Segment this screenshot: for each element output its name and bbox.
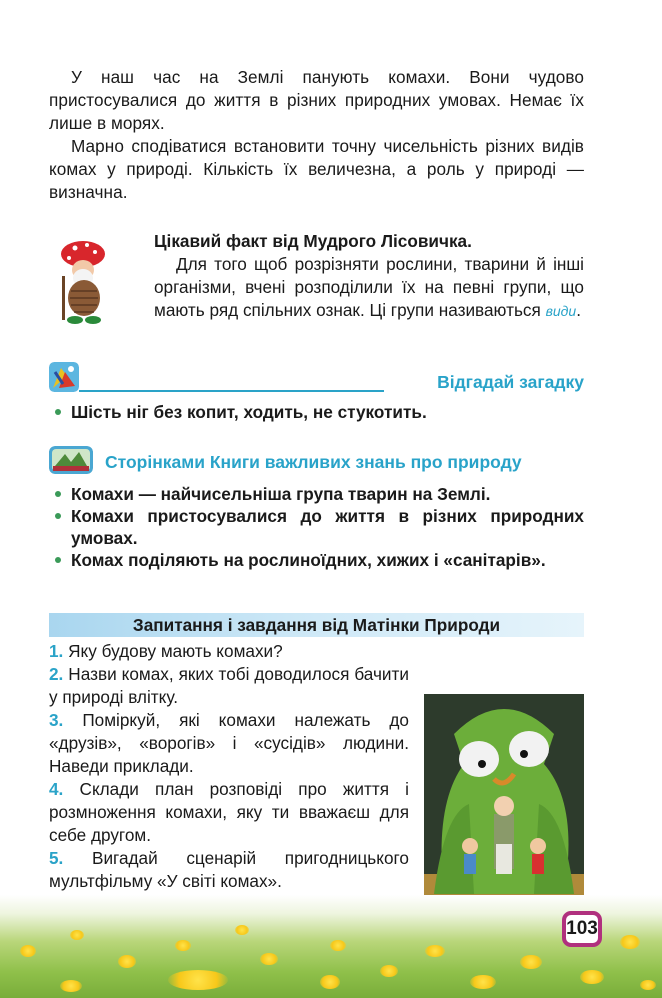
intro-paragraph-2: Марно сподіватися встановити точну чисельність різних видів комах у природі. Кількість їх величезна, а роль у природі — визначна. [49,136,584,202]
dandelion-meadow-decoration [0,895,662,998]
question-number: 1. [49,641,64,661]
bullet-icon [55,513,61,519]
term-species: види [545,303,577,319]
question-item [49,709,409,778]
riddle-item [49,401,584,423]
question-text: Назви комах, яких тобі доводилося бачити у природі влітку. [49,664,409,707]
question-number: 4. [49,779,64,799]
mantis-cartoon-illustration [424,694,584,896]
question-item [49,640,409,663]
riddle-icon [49,362,79,392]
riddle-underline [79,390,384,392]
questions-title: Запитання і завдання від Матінки Природи [132,615,501,635]
question-number: 3. [49,710,64,730]
question-item [49,778,409,847]
questions-header-bar [49,613,584,637]
bullet-icon [55,557,61,563]
fun-fact-period: . [576,300,581,320]
page-number: 103 [562,911,602,947]
summary-item [49,549,584,571]
bullet-icon [55,409,61,415]
riddle-title: Відгадай загадку [437,372,584,392]
summary-text: Комах поділяють на рослиноїдних, хижих і «санітарів». [71,550,546,570]
intro-text [49,66,584,204]
book-header [49,446,584,478]
question-number: 5. [49,848,64,868]
summary-item [49,505,584,549]
question-number: 2. [49,664,64,684]
book-of-knowledge-icon [49,446,93,474]
book-summary-list [49,483,584,571]
question-text: Вигадай сценарій пригодницького мультфільму «У світі комах». [49,848,409,891]
fun-fact-title: Цікавий факт від Мудрого Лісовичка. [154,231,472,251]
fun-fact-box [49,230,584,350]
question-text: Склади план розповіді про життя і розмноження комахи, яку ти вважаєш для себе другом. [49,779,410,845]
summary-text: Комахи пристосувалися до життя в різних природних умовах. [71,506,584,548]
riddle-list [49,401,584,423]
question-item [49,663,409,709]
questions-list [49,640,409,893]
riddle-header [49,362,584,394]
summary-item [49,483,584,505]
summary-text: Комахи — найчисельніша група тварин на Землі. [71,484,491,504]
riddle-text: Шість ніг без копит, ходить, не стукотить. [71,402,427,422]
gnome-forester-icon [53,236,109,328]
bullet-icon [55,491,61,497]
question-text: Поміркуй, які комахи належать до «друзів», «ворогів» і «сусідів» людини. Наведи приклади. [49,710,409,776]
question-item [49,847,409,893]
book-title: Сторінками Книги важливих знань про природу [105,452,522,472]
fun-fact-text: Для того щоб розрізняти рослини, тварини й інші організми, вчені розподілили їх на певні групи, що мають ряд спільних ознак. Ці групи називаються [154,254,584,320]
fun-fact-body [154,253,584,323]
intro-paragraph-1: У наш час на Землі панують комахи. Вони чудово пристосувалися до життя в різних природних умовах. Немає їх лише в морях. [49,67,584,133]
question-text: Яку будову мають комахи? [68,641,283,661]
